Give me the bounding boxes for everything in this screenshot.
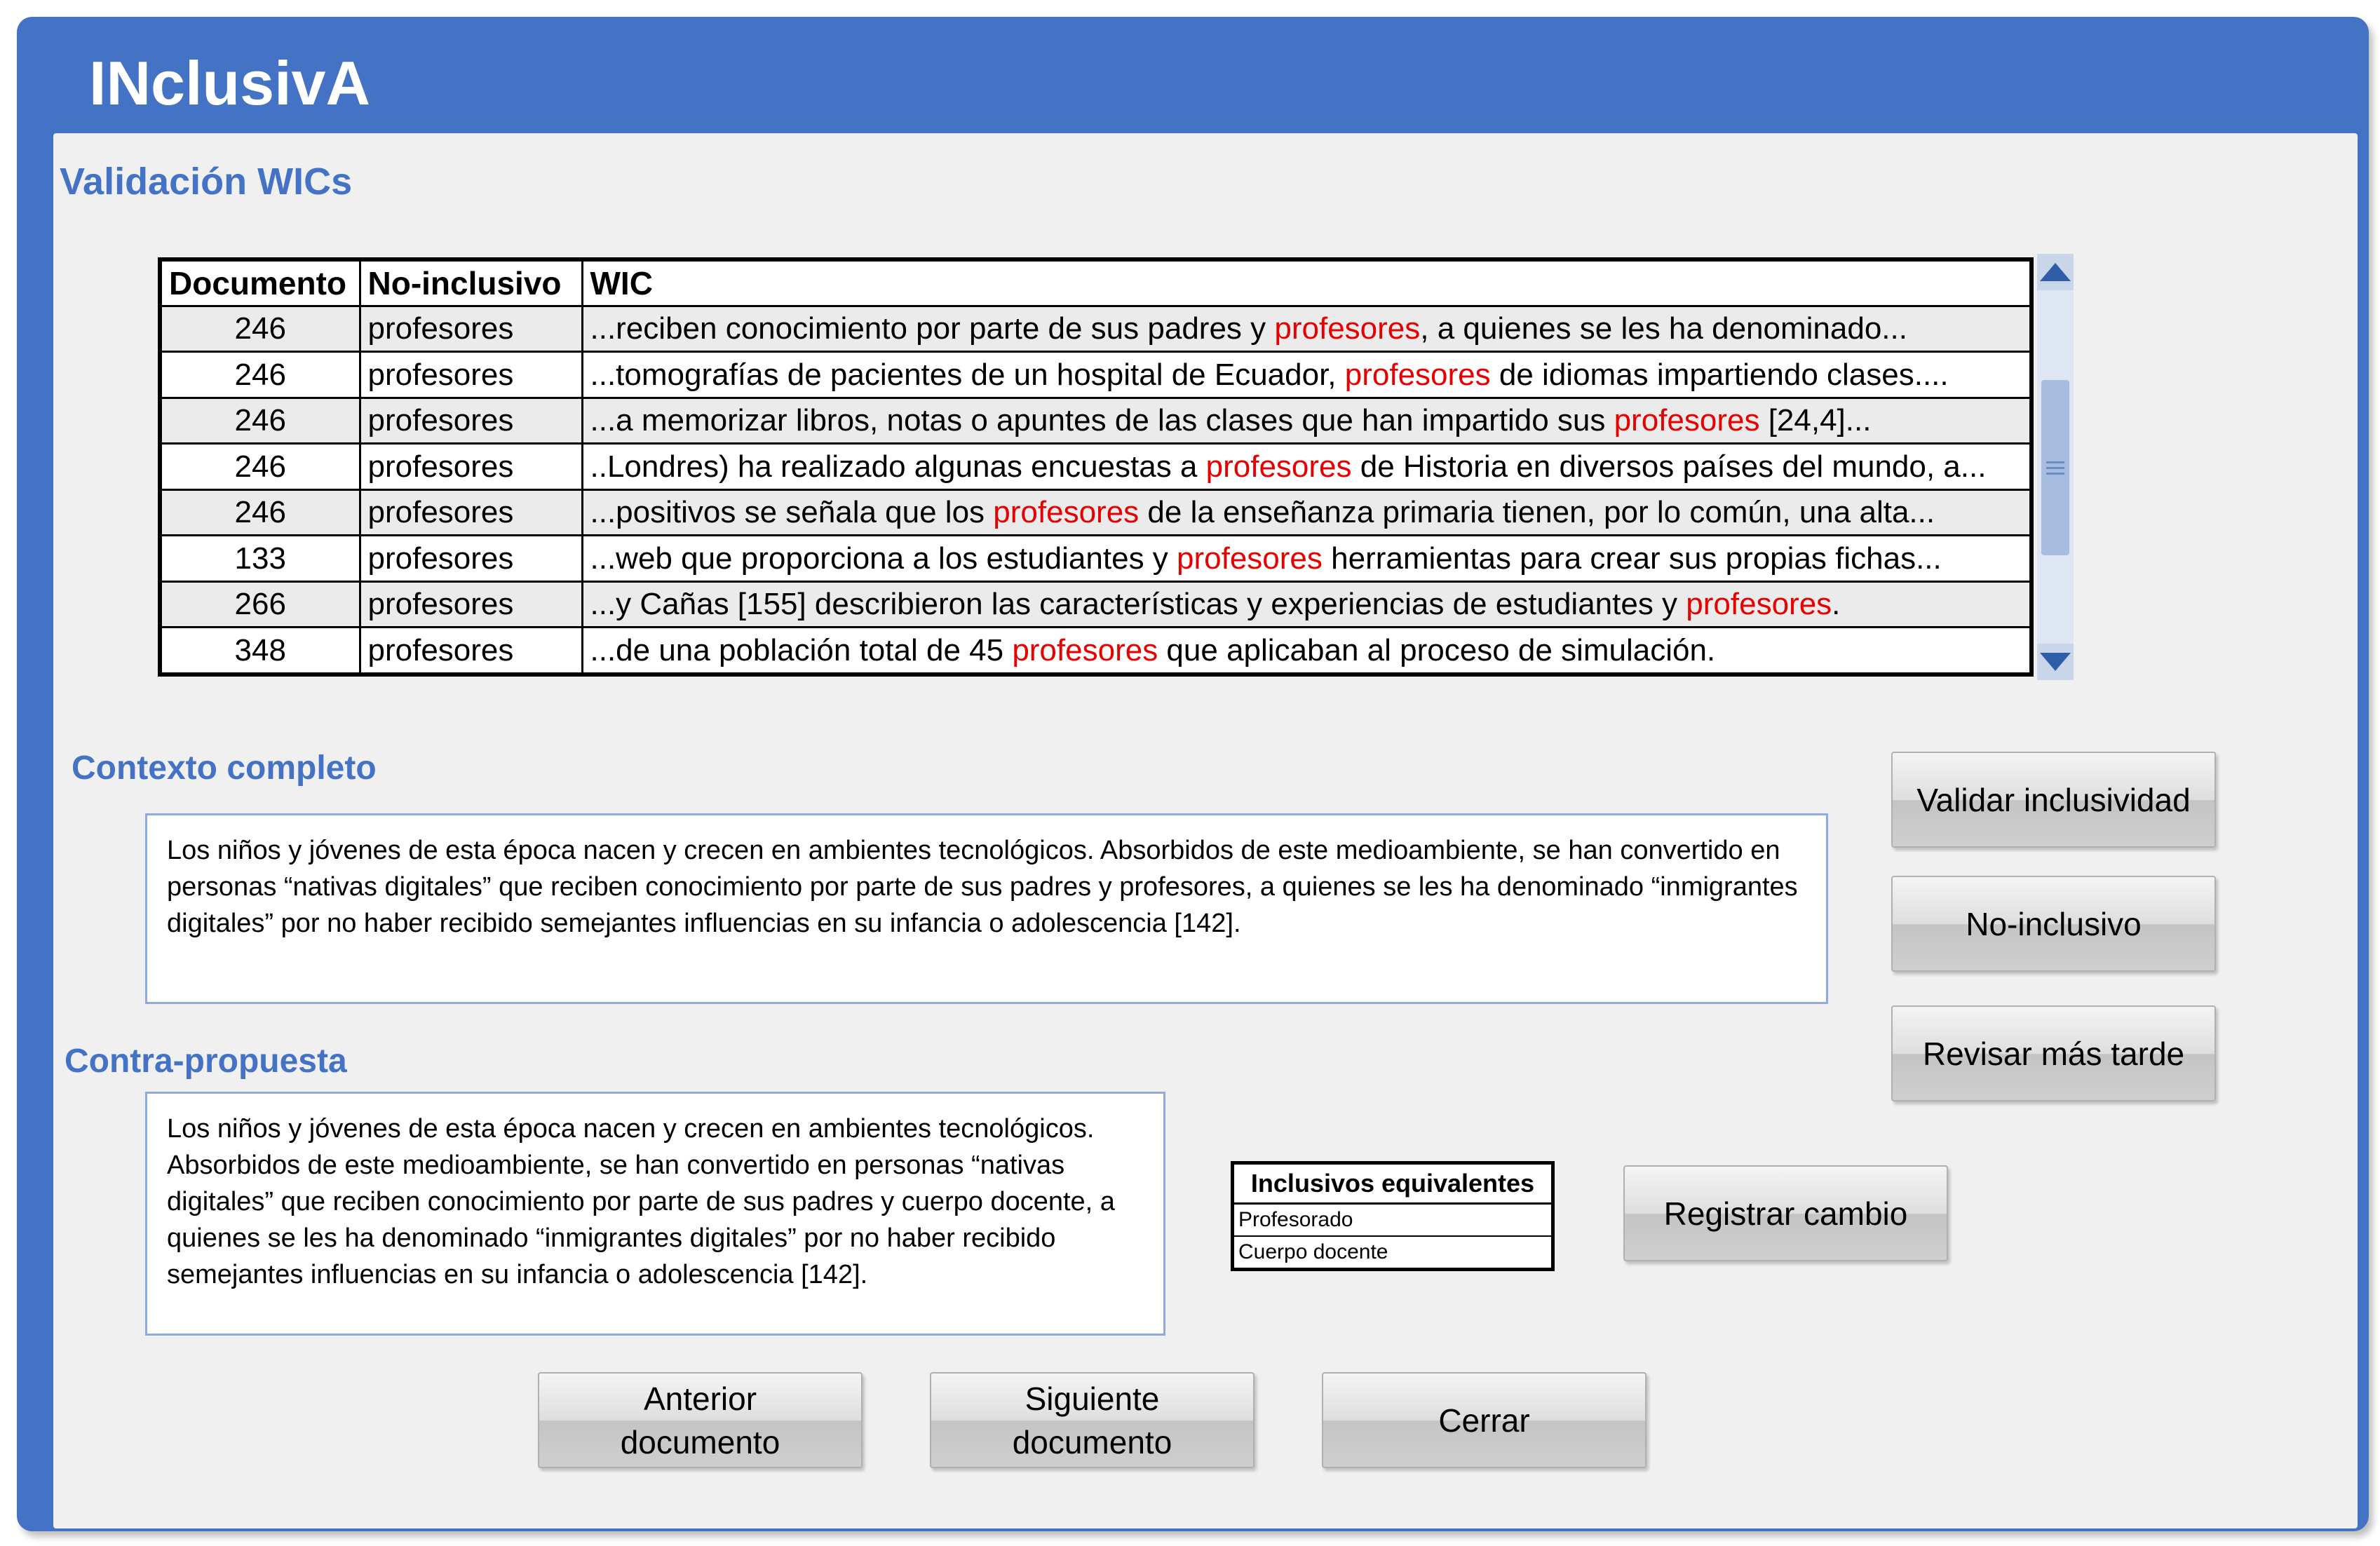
wic-highlighted-term: profesores bbox=[1686, 587, 1832, 622]
validate-inclusivity-button[interactable]: Validar inclusividad bbox=[1891, 752, 2216, 848]
document-cell: 133 bbox=[160, 536, 360, 581]
wic-highlighted-term: profesores bbox=[1012, 632, 1158, 667]
wic-text-before: ...tomografías de pacientes de un hospital de Ecuador, bbox=[590, 357, 1345, 392]
document-cell: 246 bbox=[160, 444, 360, 489]
wic-text-after: de la enseñanza primaria tienen, por lo común, una alta... bbox=[1139, 495, 1935, 530]
non-inclusive-term-cell: profesores bbox=[360, 444, 582, 489]
next-document-button[interactable] bbox=[930, 1372, 1255, 1468]
scroll-down-button[interactable] bbox=[2037, 644, 2074, 680]
scroll-up-arrow-icon bbox=[2040, 263, 2071, 281]
scroll-grip-icon bbox=[2046, 467, 2064, 469]
wic-text-before: ...web que proporciona a los estudiantes y bbox=[590, 541, 1177, 576]
wic-text-after: de Historia en diversos países del mundo, a... bbox=[1351, 449, 1987, 484]
wic-context-cell bbox=[582, 536, 2031, 581]
wic-highlighted-term: profesores bbox=[1344, 357, 1491, 392]
next-document-label-line2: documento bbox=[1012, 1423, 1172, 1460]
wic-context-cell bbox=[582, 581, 2031, 627]
equivalent-item-cuerpo-docente[interactable]: Cuerpo docente bbox=[1233, 1236, 1553, 1270]
column-header-wic[interactable]: WIC bbox=[582, 259, 2031, 306]
document-cell: 246 bbox=[160, 306, 360, 352]
table-row[interactable] bbox=[160, 489, 2031, 535]
scroll-thumb[interactable] bbox=[2041, 380, 2069, 555]
wic-text-before: ...a memorizar libros, notas o apuntes de las clases que han impartido sus bbox=[590, 403, 1614, 438]
table-scrollbar[interactable] bbox=[2037, 254, 2074, 680]
table-row[interactable] bbox=[160, 628, 2031, 674]
next-document-label bbox=[1013, 1377, 1172, 1464]
column-header-no-inclusivo[interactable]: No-inclusivo bbox=[360, 259, 582, 306]
wic-highlighted-term: profesores bbox=[1205, 449, 1352, 484]
non-inclusive-term-cell: profesores bbox=[360, 581, 582, 627]
table-row[interactable] bbox=[160, 398, 2031, 443]
table-row[interactable] bbox=[160, 536, 2031, 581]
close-button[interactable]: Cerrar bbox=[1322, 1372, 1647, 1468]
register-change-button[interactable]: Registrar cambio bbox=[1623, 1165, 1948, 1261]
non-inclusive-term-cell: profesores bbox=[360, 536, 582, 581]
previous-document-label-line1: Anterior bbox=[643, 1380, 757, 1417]
non-inclusive-term-cell: profesores bbox=[360, 628, 582, 674]
document-cell: 266 bbox=[160, 581, 360, 627]
document-cell: 348 bbox=[160, 628, 360, 674]
wic-highlighted-term: profesores bbox=[1614, 403, 1760, 438]
wic-text-after: de idiomas impartiendo clases.... bbox=[1490, 357, 1949, 392]
non-inclusive-term-cell: profesores bbox=[360, 398, 582, 443]
counter-proposal-text-box[interactable]: Los niños y jóvenes de esta época nacen y crecen en ambientes tecnológicos. Absorbidos de este medioambiente, se han convertido en personas “nativas digitales” que reciben conocimiento por parte de sus padres y cuerpo docente, a quienes se les ha denominado “inmigrantes digitales” por no haber recibido semejantes influencias en su infancia o adolescencia [142]. bbox=[145, 1092, 1165, 1336]
table-row[interactable] bbox=[160, 352, 2031, 398]
wic-text-after: . bbox=[1832, 587, 1841, 622]
app-title: INclusivA bbox=[89, 48, 371, 118]
context-section-title: Contexto completo bbox=[72, 750, 377, 787]
non-inclusive-term-cell: profesores bbox=[360, 306, 582, 352]
wic-context-cell bbox=[582, 489, 2031, 535]
equivalent-item-profesorado[interactable]: Profesorado bbox=[1233, 1204, 1553, 1237]
wic-context-cell bbox=[582, 306, 2031, 352]
table-row[interactable] bbox=[160, 306, 2031, 352]
non-inclusive-term-cell: profesores bbox=[360, 489, 582, 535]
wic-highlighted-term: profesores bbox=[1274, 311, 1421, 346]
document-cell: 246 bbox=[160, 352, 360, 398]
wic-text-before: ...de una población total de 45 bbox=[590, 632, 1013, 667]
counter-proposal-section-title: Contra-propuesta bbox=[65, 1043, 347, 1080]
wic-text-after: , a quienes se les ha denominado... bbox=[1420, 311, 1907, 346]
wic-text-before: ...reciben conocimiento por parte de sus padres y bbox=[590, 311, 1275, 346]
wic-text-before: ..Londres) ha realizado algunas encuestas a bbox=[590, 449, 1206, 484]
scroll-up-button[interactable] bbox=[2037, 254, 2074, 290]
wic-text-before: ...y Cañas [155] describieron las características y experiencias de estudiantes y bbox=[590, 587, 1686, 622]
wic-text-before: ...positivos se señala que los bbox=[590, 495, 994, 530]
wic-context-cell bbox=[582, 444, 2031, 489]
table-row[interactable] bbox=[160, 581, 2031, 627]
non-inclusive-term-cell: profesores bbox=[360, 352, 582, 398]
scroll-down-arrow-icon bbox=[2040, 653, 2071, 671]
previous-document-button[interactable] bbox=[538, 1372, 863, 1468]
next-document-label-line1: Siguiente bbox=[1025, 1380, 1160, 1417]
document-cell: 246 bbox=[160, 398, 360, 443]
previous-document-label-line2: documento bbox=[620, 1423, 780, 1460]
no-inclusive-button[interactable]: No-inclusivo bbox=[1891, 876, 2216, 972]
equivalents-header: Inclusivos equivalentes bbox=[1233, 1163, 1553, 1204]
wic-context-cell bbox=[582, 398, 2031, 443]
wic-table bbox=[158, 257, 2034, 677]
context-text-box: Los niños y jóvenes de esta época nacen y crecen en ambientes tecnológicos. Absorbidos de este medioambiente, se han convertido en personas “nativas digitales” que reciben conocimiento por parte de sus padres y profesores, a quienes se les ha denominado “inmigrantes digitales” por no haber recibido semejantes influencias en su infancia o adolescencia [142]. bbox=[145, 813, 1828, 1004]
wic-text-after: [24,4]... bbox=[1759, 403, 1872, 438]
wic-text-after: que aplicaban al proceso de simulación. bbox=[1158, 632, 1716, 667]
wic-context-cell bbox=[582, 352, 2031, 398]
wic-highlighted-term: profesores bbox=[993, 495, 1140, 530]
inclusive-equivalents-table bbox=[1231, 1161, 1555, 1271]
document-cell: 246 bbox=[160, 489, 360, 535]
wic-section-title: Validación WICs bbox=[60, 161, 353, 203]
table-header-row bbox=[160, 259, 2031, 306]
wic-highlighted-term: profesores bbox=[1177, 541, 1323, 576]
previous-document-label bbox=[621, 1377, 780, 1464]
column-header-documento[interactable]: Documento bbox=[160, 259, 360, 306]
table-row[interactable] bbox=[160, 444, 2031, 489]
wic-table-body bbox=[160, 306, 2031, 675]
wic-context-cell bbox=[582, 628, 2031, 674]
wic-text-after: herramientas para crear sus propias fichas... bbox=[1322, 541, 1942, 576]
review-later-button[interactable]: Revisar más tarde bbox=[1891, 1005, 2216, 1101]
